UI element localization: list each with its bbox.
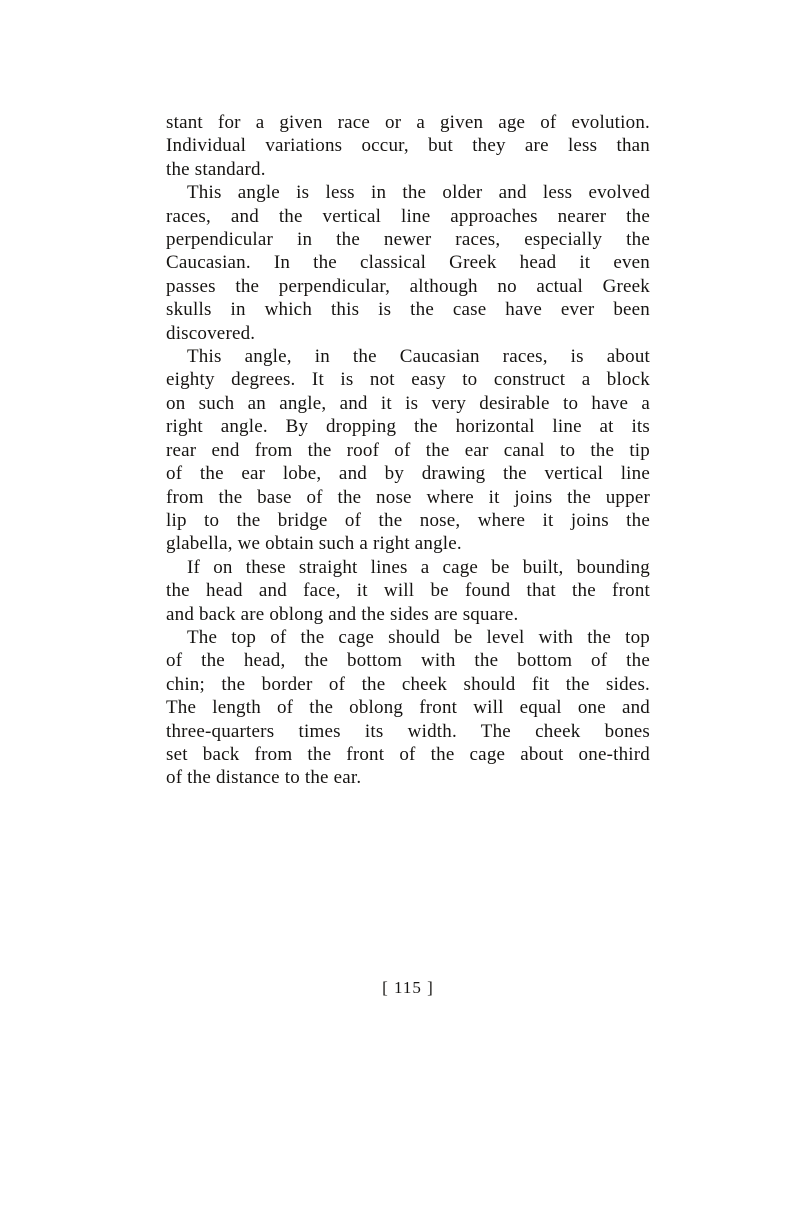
text-line: perpendicular in the newer races, especially the <box>166 229 650 251</box>
text-line: Individual variations occur, but they are less than <box>166 135 650 157</box>
paragraph <box>166 345 650 556</box>
text-line: Caucasian. In the classical Greek head it even <box>166 252 650 274</box>
text-line: This angle, in the Caucasian races, is about <box>187 346 650 368</box>
paragraph <box>166 626 650 790</box>
paragraph <box>166 556 650 626</box>
text-line: races, and the vertical line approaches nearer the <box>166 205 650 227</box>
text-line: eighty degrees. It is not easy to construct a block <box>166 369 650 391</box>
page-number: [ 115 ] <box>382 978 434 997</box>
text-line: passes the perpendicular, although no actual Greek <box>166 275 650 297</box>
text-line: This angle is less in the older and less evolved <box>187 182 650 204</box>
text-line: discovered. <box>166 322 256 344</box>
text-line: of the ear lobe, and by drawing the vertical line <box>166 463 650 485</box>
text-line: skulls in which this is the case have ever been <box>166 299 650 321</box>
paragraph <box>166 181 650 345</box>
text-line: three-quarters times its width. The cheek bones <box>166 720 650 742</box>
text-line: the standard. <box>166 158 266 180</box>
text-line: stant for a given race or a given age of evolution. <box>166 112 650 133</box>
paragraph <box>166 111 650 181</box>
text-line: set back from the front of the cage about one-third <box>166 743 650 765</box>
text-line: rear end from the roof of the ear canal to the tip <box>166 439 650 461</box>
text-line: glabella, we obtain such a right angle. <box>166 533 462 555</box>
text-line: and back are oblong and the sides are square. <box>166 603 519 625</box>
text-line: The length of the oblong front will equal one and <box>166 697 650 719</box>
text-line: of the head, the bottom with the bottom of the <box>166 650 650 672</box>
text-line: the head and face, it will be found that the front <box>166 580 650 602</box>
text-line: of the distance to the ear. <box>166 767 362 789</box>
text-line: right angle. By dropping the horizontal line at its <box>166 416 650 438</box>
text-line: The top of the cage should be level with the top <box>187 626 650 648</box>
text-line: on such an angle, and it is very desirable to have a <box>166 392 650 414</box>
page-text-block <box>166 111 650 790</box>
text-line: If on these straight lines a cage be built, bounding <box>187 556 650 578</box>
text-line: from the base of the nose where it joins the upper <box>166 486 650 508</box>
text-line: lip to the bridge of the nose, where it joins the <box>166 509 650 531</box>
text-line: chin; the border of the cheek should fit the sides. <box>166 673 650 695</box>
